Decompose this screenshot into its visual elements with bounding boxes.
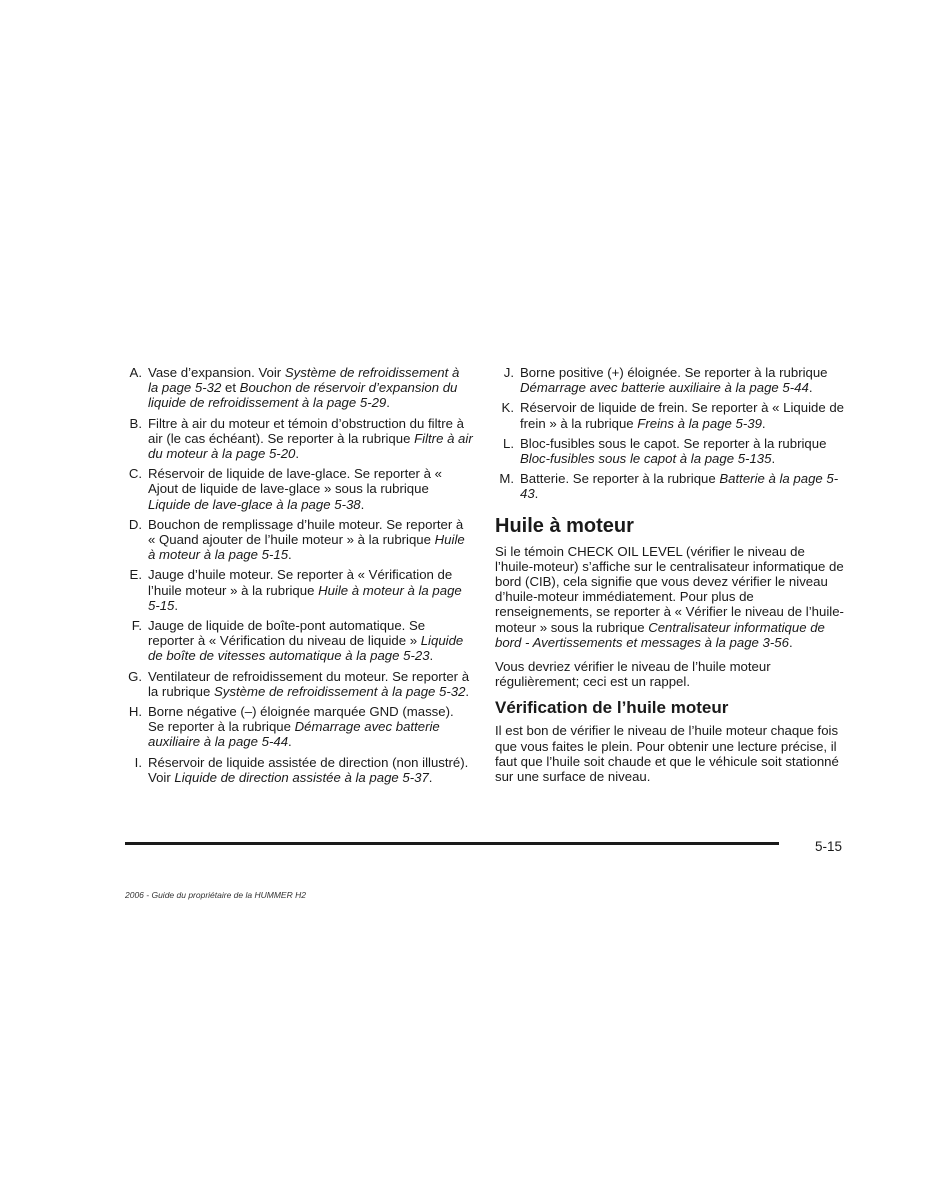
text-run: . bbox=[465, 683, 470, 699]
text-run: . bbox=[534, 486, 539, 502]
item-text bbox=[520, 400, 845, 430]
component-list-continued bbox=[495, 365, 845, 502]
text-run: Bouchon de remplissage d’huile moteur. Se reporter à « Quand ajouter de l’huile moteur » à la rubrique bbox=[148, 516, 464, 548]
document-footer: 2006 - Guide du propriétaire de la HUMMER H2 bbox=[125, 890, 306, 900]
list-item bbox=[495, 436, 845, 466]
item-letter: I. bbox=[134, 754, 142, 770]
item-letter: G. bbox=[128, 668, 142, 684]
cross-reference: Freins à la page 5-39 bbox=[637, 415, 762, 431]
text-run: et bbox=[221, 380, 240, 396]
right-column bbox=[495, 365, 845, 793]
list-item bbox=[495, 365, 845, 395]
list-item bbox=[123, 618, 473, 664]
cross-reference: Liquide de boîte de vitesses automatique à la page 5-23 bbox=[148, 633, 464, 664]
list-item bbox=[123, 517, 473, 563]
list-item bbox=[123, 416, 473, 462]
engine-oil-paragraph-2: Vous devriez vérifier le niveau de l’huile moteur régulièrement; ceci est un rappel. bbox=[495, 659, 771, 690]
text-run: Jauge de liquide de boîte-pont automatique. Se reporter à « Vérification du niveau de liquide » bbox=[148, 618, 426, 649]
left-column bbox=[123, 365, 473, 790]
cross-reference: Huile à moteur à la page 5-15 bbox=[148, 532, 465, 563]
list-item bbox=[123, 755, 473, 785]
cross-reference: Démarrage avec batterie auxiliaire à la page 5-44 bbox=[520, 380, 809, 396]
item-text bbox=[148, 466, 473, 512]
text-run: Réservoir de liquide assistée de direction (non illustré). Voir bbox=[148, 754, 469, 785]
text-run: Borne négative (–) éloignée marquée GND (masse). Se reporter à la rubrique bbox=[148, 704, 454, 735]
cross-reference: Filtre à air du moteur à la page 5-20 bbox=[148, 430, 473, 462]
item-text bbox=[148, 416, 473, 462]
text-run: Borne positive (+) éloignée. Se reporter à la rubrique bbox=[520, 365, 828, 380]
list-item bbox=[123, 466, 473, 512]
item-text bbox=[148, 704, 473, 750]
text-run: . bbox=[428, 769, 433, 785]
cross-reference: Démarrage avec batterie auxiliaire à la page 5-44 bbox=[148, 719, 440, 750]
cross-reference: Bloc-fusibles sous le capot à la page 5-135 bbox=[520, 451, 772, 467]
text-run: . bbox=[295, 446, 300, 462]
list-item bbox=[123, 365, 473, 411]
page-number: 5-15 bbox=[815, 839, 843, 854]
list-item bbox=[495, 400, 845, 430]
text-run: . bbox=[288, 547, 292, 563]
cross-reference: Liquide de direction assistée à la page 5-37 bbox=[174, 769, 429, 785]
cross-reference: Bouchon de réservoir d’expansion du liquide de refroidissement à la page 5-29 bbox=[148, 380, 458, 411]
text-run: Réservoir de liquide de frein. Se reporter à « Liquide de frein » à la rubrique bbox=[520, 400, 845, 431]
text-run: Ventilateur de refroidissement du moteur. Se reporter à la rubrique bbox=[148, 668, 470, 699]
text-run: Jauge d’huile moteur. Se reporter à « Vérification de l’huile moteur » à la rubrique bbox=[148, 567, 453, 598]
text-run: . bbox=[429, 648, 434, 664]
text-run: . bbox=[771, 451, 776, 467]
section-title-engine-oil: Huile à moteur bbox=[495, 514, 634, 537]
item-text bbox=[148, 618, 473, 664]
item-text bbox=[520, 471, 845, 501]
page-rule bbox=[125, 842, 779, 845]
item-text bbox=[148, 755, 473, 785]
text-run: Bloc-fusibles sous le capot. Se reporter à la rubrique bbox=[520, 435, 827, 451]
list-item bbox=[123, 567, 473, 613]
item-letter: L. bbox=[503, 435, 514, 451]
item-letter: J. bbox=[503, 365, 514, 380]
cross-reference: Huile à moteur à la page 5-15 bbox=[148, 582, 462, 613]
engine-oil-paragraph-1 bbox=[495, 544, 845, 650]
item-letter: H. bbox=[128, 704, 142, 720]
text-run: Batterie. Se reporter à la rubrique bbox=[520, 471, 720, 487]
text-run: . bbox=[788, 634, 793, 650]
text-run: . bbox=[174, 597, 179, 613]
list-item bbox=[123, 704, 473, 750]
text-run: Vase d’expansion. Voir bbox=[148, 365, 285, 380]
item-letter: D. bbox=[128, 516, 142, 532]
item-text bbox=[148, 567, 473, 613]
list-item bbox=[123, 669, 473, 699]
section-title-check-oil: Vérification de l’huile moteur bbox=[495, 698, 729, 718]
cross-reference: Centralisateur informatique de bord - Avertissements et messages à la page 3-56 bbox=[495, 619, 825, 650]
item-letter: C. bbox=[128, 466, 142, 482]
item-letter: M. bbox=[499, 471, 514, 487]
item-text bbox=[148, 365, 473, 411]
cross-reference: Système de refroidissement à la page 5-32 bbox=[148, 365, 460, 396]
text-run: Filtre à air du moteur et témoin d’obstruction du filtre à air (le cas échéant). Se reporter à la rubrique bbox=[148, 415, 464, 446]
text-run: . bbox=[761, 415, 766, 431]
item-text bbox=[148, 669, 473, 699]
cross-reference: Batterie à la page 5-43 bbox=[520, 471, 839, 502]
text-run: Si le témoin CHECK OIL LEVEL (vérifier le niveau de l’huile-moteur) s’affiche sur le centralisateur informatique de bord (CIB), cela signifie que vous devez vérifier le niveau d’huile-moteur immédiatement. Pour plus de renseignements, se reporter à « Vérifier le niveau de l’huile-moteur » sous la rubrique bbox=[495, 543, 844, 635]
text-run: Réservoir de liquide de lave-glace. Se reporter à « Ajout de liquide de lave-glace » sous la rubrique bbox=[148, 466, 442, 497]
cross-reference: Liquide de lave-glace à la page 5-38 bbox=[148, 496, 361, 512]
item-letter: B. bbox=[129, 415, 142, 431]
item-letter: F. bbox=[131, 618, 142, 634]
cross-reference: Système de refroidissement à la page 5-32 bbox=[213, 683, 466, 699]
item-text bbox=[520, 365, 845, 395]
text-run: . bbox=[386, 395, 390, 411]
text-run: . bbox=[808, 380, 813, 396]
item-letter: E. bbox=[129, 567, 142, 583]
item-letter: K. bbox=[501, 400, 514, 416]
item-text bbox=[148, 517, 473, 563]
list-item bbox=[495, 471, 845, 501]
text-run: . bbox=[288, 734, 292, 750]
text-run: . bbox=[360, 496, 365, 512]
item-letter: A. bbox=[129, 365, 142, 380]
item-text bbox=[520, 436, 845, 466]
check-oil-paragraph: Il est bon de vérifier le niveau de l’huile moteur chaque fois que vous faites le plein. Pour obtenir une lecture précise, il faut que l’huile soit chaude et que le véhicule soit stationné sur une surface de niveau. bbox=[495, 723, 839, 785]
